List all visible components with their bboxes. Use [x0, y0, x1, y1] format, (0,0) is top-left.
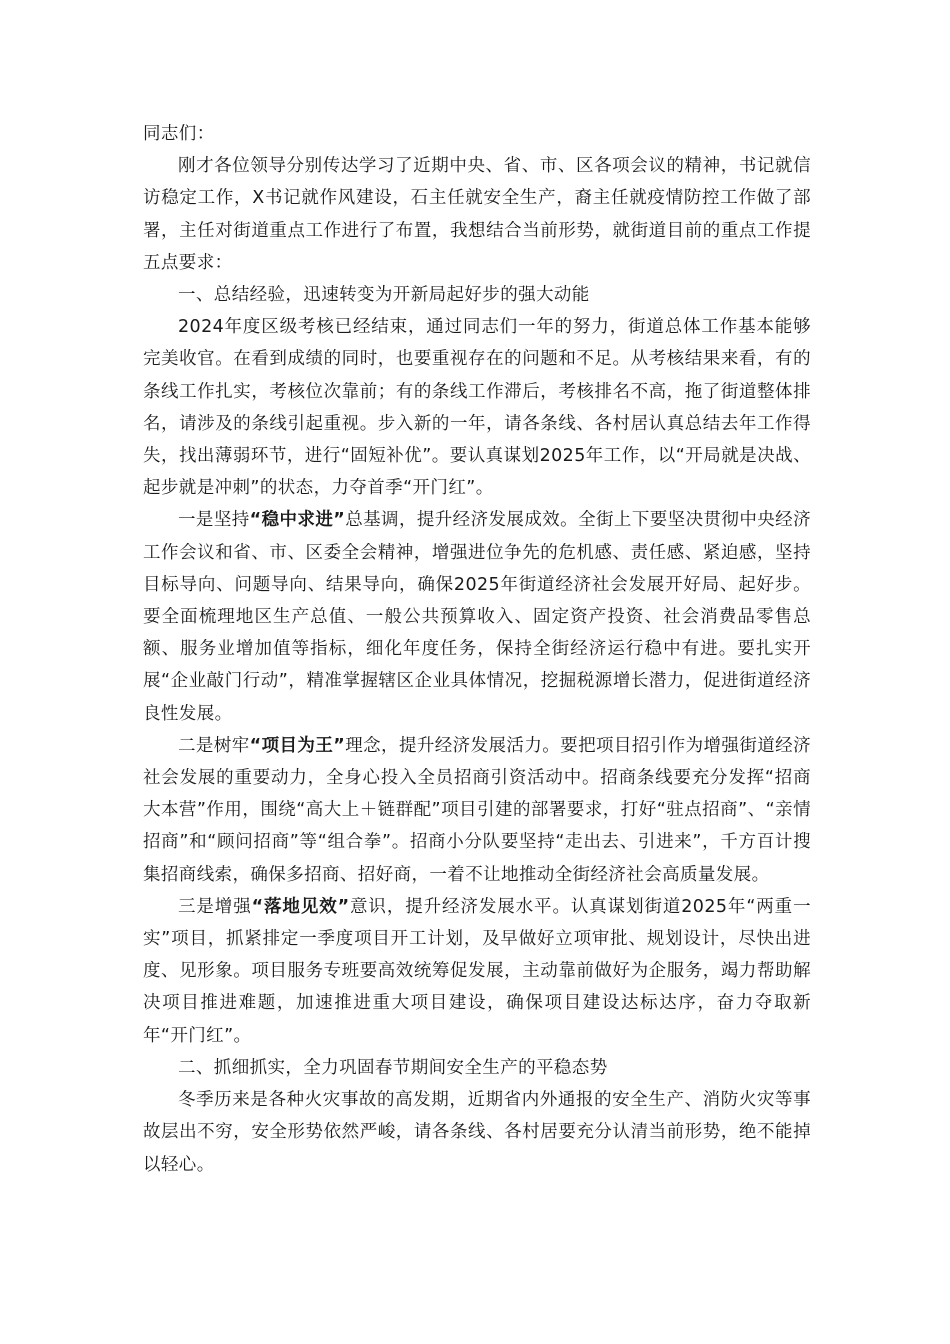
- section-2-heading: 二、抓细抓实，全力巩固春节期间安全生产的平稳态势: [178, 1057, 608, 1078]
- point-3-lead: 三是增强: [178, 896, 252, 917]
- salutation: 同志们：: [143, 124, 215, 144]
- point-1-paragraph: [143, 504, 811, 729]
- section-2-paragraph: 冬季历来是各种火灾事故的高发期，近期省内外通报的安全生产、消防火灾等事故层出不穷，安全形势依然严峻，请各条线、各村居要充分认清当前形势，绝不能掉以轻心。: [143, 1090, 811, 1175]
- point-3-paragraph: [143, 891, 811, 1052]
- point-2-lead: 二是树牢: [178, 735, 250, 756]
- intro-paragraph: 刚才各位领导分别传达学习了近期中央、省、市、区各项会议的精神，书记就信访稳定工作，X书记就作风建设，石主任就安全生产，裔主任就疫情防控工作做了部署，主任对街道重点工作进行了布置，我想结合当前形势，就街道目前的重点工作提五点要求：: [143, 156, 811, 273]
- point-2-text: 理念，提升经济发展活力。要把项目招引作为增强街道经济社会发展的重要动力，全身心投入全员招商引资活动中。招商条线要充分发挥“招商大本营”作用，围绕“高大上＋链群配”项目引建的部署要求，打好“驻点招商”、“亲情招商”和“顾问招商”等“组合拳”。招商小分队要坚持“走出去、引进来”，千方百计搜集招商线索，确保多招商、招好商，一着不让地推动全街经济社会高质量发展。: [143, 735, 811, 885]
- point-3-keyword: “落地见效”: [251, 896, 350, 917]
- section-1-paragraph: 2024年度区级考核已经结束，通过同志们一年的努力，街道总体工作基本能够完美收官。在看到成绩的同时，也要重视存在的问题和不足。从考核结果来看，有的条线工作扎实，考核位次靠前；有的条线工作滞后，考核排名不高，拖了街道整体排名，请涉及的条线引起重视。步入新的一年，请各条线、各村居认真总结去年工作得失，找出薄弱环节，进行“固短补优”。要认真谋划2025年工作，以“开局就是决战、起步就是冲刺”的状态，力夺首季“开门红”。: [143, 317, 811, 499]
- point-2-keyword: “项目为王”: [249, 735, 346, 756]
- point-1-text: 总基调，提升经济发展成效。全街上下要坚决贯彻中央经济工作会议和省、市、区委全会精神，增强进位争先的危机感、责任感、紧迫感，坚持目标导向、问题导向、结果导向，确保2025年街道经济社会发展开好局、起好步。要全面梳理地区生产总值、一般公共预算收入、固定资产投资、社会消费品零售总额、服务业增加值等指标，细化年度任务，保持全街经济运行稳中有进。要扎实开展“企业敲门行动”，精准掌握辖区企业具体情况，挖掘税源增长潜力，促进街道经济良性发展。: [143, 510, 811, 724]
- point-2-paragraph: [143, 730, 811, 891]
- point-1-lead: 一是坚持: [178, 510, 250, 531]
- point-1-keyword: “稳中求进”: [249, 510, 346, 531]
- point-3-text: 意识，提升经济发展水平。认真谋划街道2025年“两重一实”项目，抓紧排定一季度项目开工计划，及早做好立项审批、规划设计，尽快出进度、见形象。项目服务专班要高效统筹促发展，主动靠前做好为企服务，竭力帮助解决项目推进难题，加速推进重大项目建设，确保项目建设达标达序，奋力夺取新年“开门红”。: [143, 896, 811, 1046]
- document-body: [143, 118, 811, 1181]
- section-1-heading: 一、总结经验，迅速转变为开新局起好步的强大动能: [178, 285, 590, 306]
